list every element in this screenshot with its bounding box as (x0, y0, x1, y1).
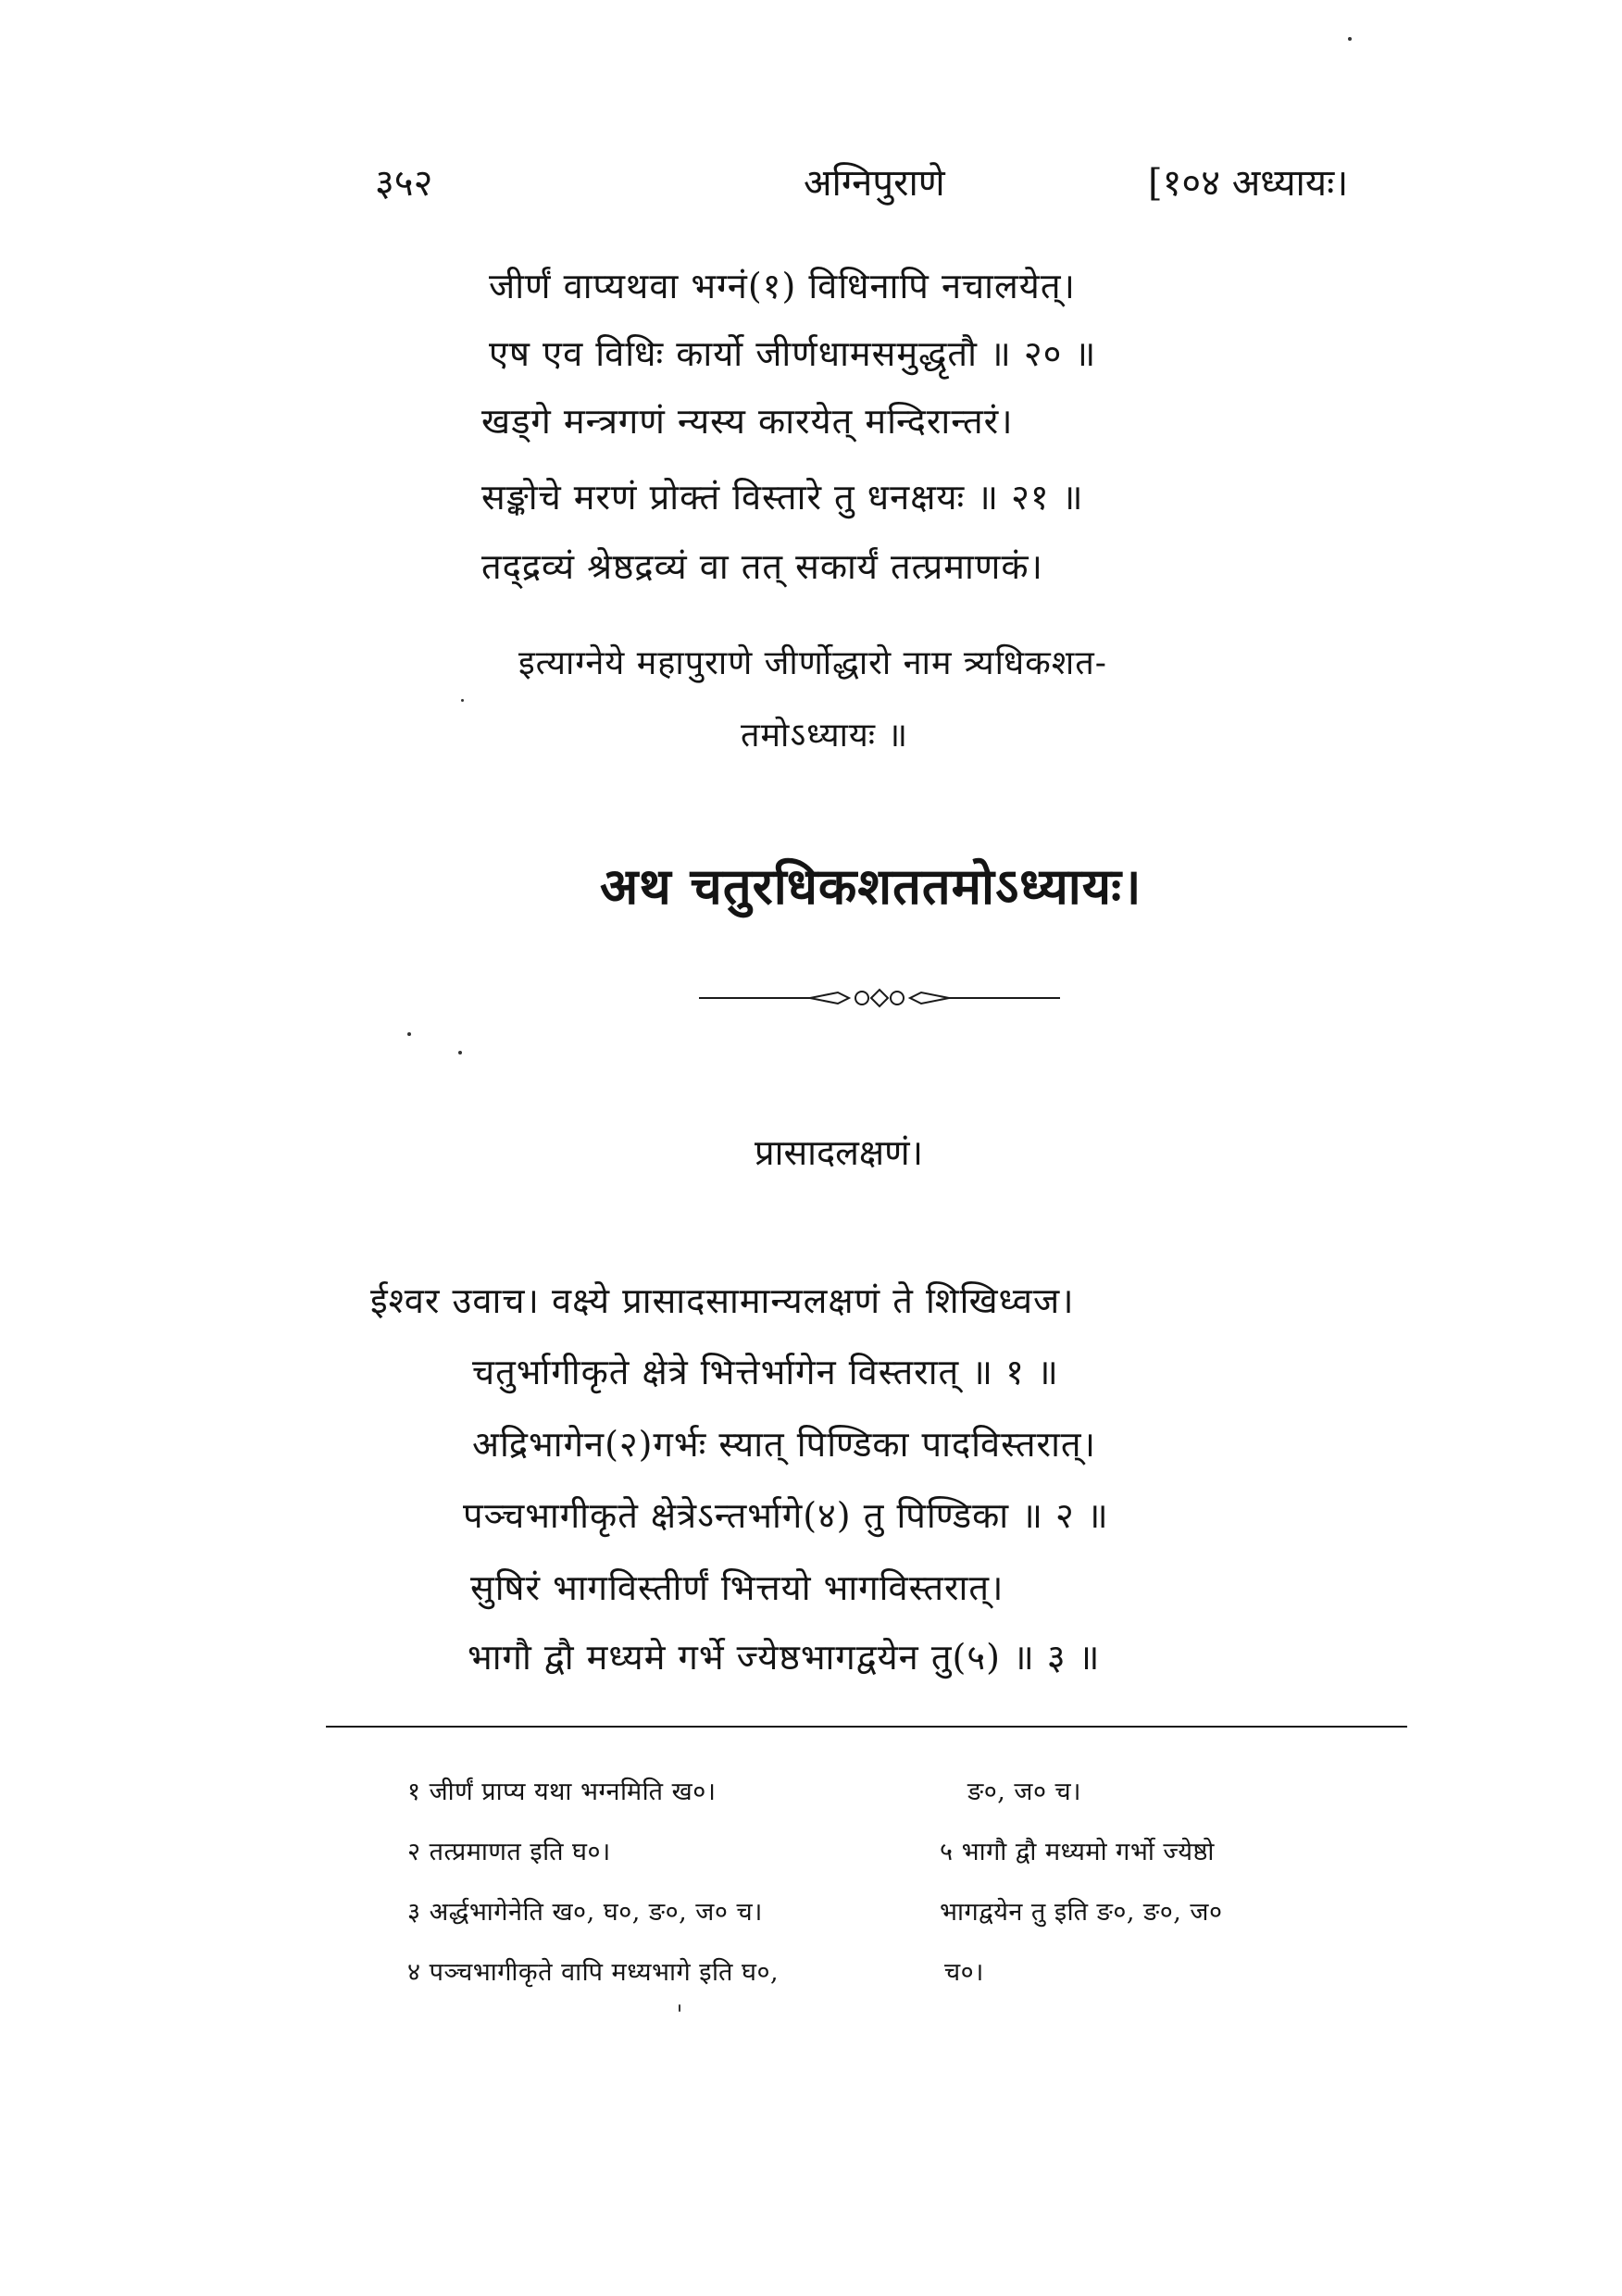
verse-line: तद्द्रव्यं श्रेष्ठद्रव्यं वा तत् सकार्यं तत्प्रमाणकं। (481, 546, 1043, 587)
section-title: प्रासादलक्षणं। (755, 1132, 924, 1173)
scan-speck (679, 2004, 680, 2012)
verse-line: सुषिरं भागविस्तीर्णं भित्तयो भागविस्तरात्। (470, 1567, 1004, 1608)
footnote: ३ अर्द्धभागेनेति ख०, घ०, ङ०, ज० च। (407, 1898, 763, 1927)
footnote: २ तत्प्रमाणत इति घ०। (407, 1838, 611, 1866)
verse-line: पञ्चभागीकृते क्षेत्रेऽन्तर्भागे(४) तु पिण्डिका ॥ २ ॥ (463, 1495, 1109, 1536)
footnote: ५ भागौ द्वौ मध्यमो गर्भो ज्येष्ठो (940, 1838, 1215, 1866)
verse-line: खड्गे मन्त्रगणं न्यस्य कारयेत् मन्दिरान्तरं। (481, 401, 1014, 442)
chapter-title: अथ चतुरधिकशततमोऽध्यायः। (600, 856, 1142, 916)
scan-speck (1348, 37, 1352, 41)
footnote: च०। (944, 1958, 984, 1987)
page-number: ३५२ (375, 162, 433, 205)
chapter-reference: [१०४ अध्यायः। (1148, 162, 1349, 205)
verse-line: भागौ द्वौ मध्यमे गर्भे ज्येष्ठभागद्वयेन तु(५) ॥ ३ ॥ (468, 1637, 1101, 1678)
verse-line: चतुर्भागीकृते क्षेत्रे भित्तेर्भागेन विस्तरात् ॥ १ ॥ (472, 1352, 1059, 1392)
verse-line: जीर्णं वाप्यथवा भग्नं(१) विधिनापि नचालयेत्। (489, 266, 1076, 306)
footnote: ङ०, ज० च। (967, 1778, 1081, 1806)
verse-line: एष एव विधिः कार्यो जीर्णधामसमुद्धृतौ ॥ २० ॥ (489, 333, 1097, 374)
ornament-divider (699, 984, 1060, 1012)
footnote: १ जीर्णं प्राप्य यथा भग्नमिति ख०। (407, 1778, 717, 1806)
colophon-line: इत्याग्नेये महापुराणे जीर्णोद्धारो नाम त्र्यधिकशत- (518, 644, 1107, 682)
scan-speck (407, 1032, 411, 1036)
verse-line: सङ्कोचे मरणं प्रोक्तं विस्तारे तु धनक्षयः ॥ २१ ॥ (481, 477, 1084, 518)
running-title: अग्निपुराणे (804, 162, 945, 205)
footnote: भागद्वयेन तु इति ङ०, ङ०, ज० (940, 1898, 1223, 1927)
scan-speck (461, 699, 464, 702)
verse-line: अद्रिभागेन(२)गर्भः स्यात् पिण्डिका पादविस्तरात्। (472, 1424, 1096, 1465)
footnote: ४ पञ्चभागीकृते वापि मध्यभागे इति घ०, (407, 1958, 780, 1987)
colophon-line: तमोऽध्यायः ॥ (741, 717, 909, 755)
footnote-rule (326, 1726, 1407, 1728)
scan-speck (458, 1051, 462, 1054)
verse-line: ईश्वर उवाच। वक्ष्ये प्रासादसामान्यलक्षणं ते शिखिध्वज। (370, 1280, 1075, 1321)
